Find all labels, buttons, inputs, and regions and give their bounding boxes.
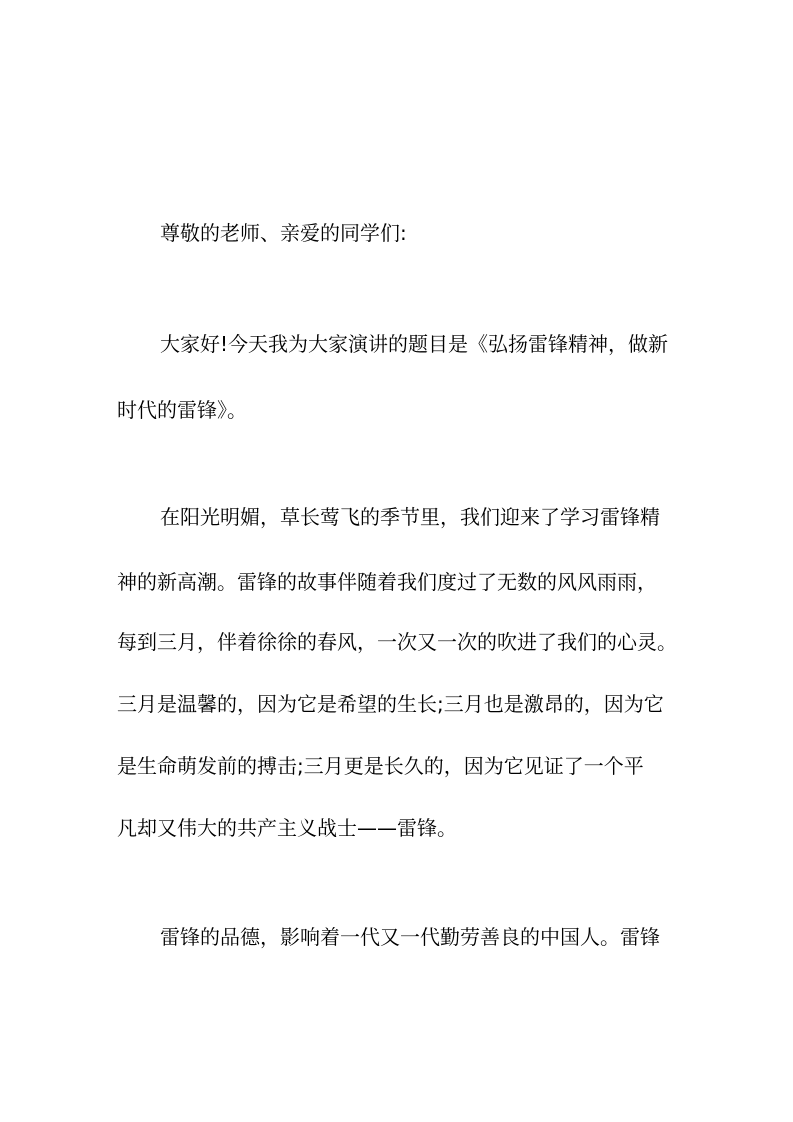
paragraph-2-line-1: 在阳光明媚，草长莺飞的季节里，我们迎来了学习雷锋精 bbox=[160, 505, 660, 529]
paragraph-2-line-3: 每到三月，伴着徐徐的春风，一次又一次的吹进了我们的心灵。 bbox=[117, 630, 677, 654]
paragraph-2-line-5: 是生命萌发前的搏击;三月更是长久的，因为它见证了一个平 bbox=[117, 754, 644, 778]
salutation: 尊敬的老师、亲爱的同学们: bbox=[160, 221, 407, 245]
paragraph-2-line-2: 神的新高潮。雷锋的故事伴随着我们度过了无数的风风雨雨， bbox=[117, 570, 657, 594]
paragraph-2-line-4: 三月是温馨的，因为它是希望的生长;三月也是激昂的，因为它 bbox=[117, 692, 664, 716]
paragraph-2-line-6: 凡却又伟大的共产主义战士——雷锋。 bbox=[117, 816, 457, 840]
paragraph-3-line-1: 雷锋的品德，影响着一代又一代勤劳善良的中国人。雷锋 bbox=[160, 925, 660, 949]
paragraph-1-line-1: 大家好!今天我为大家演讲的题目是《弘扬雷锋精神，做新 bbox=[160, 332, 669, 356]
paragraph-1-line-2: 时代的雷锋》。 bbox=[117, 398, 247, 422]
